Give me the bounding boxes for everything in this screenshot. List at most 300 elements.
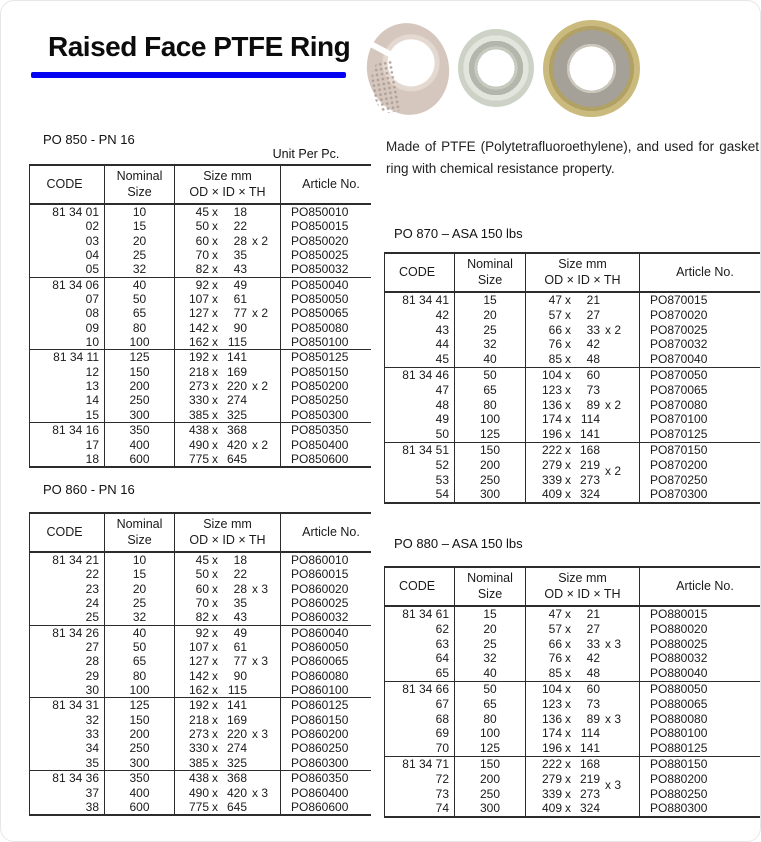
id-value: 35 (233, 248, 247, 263)
multiply-sign: x (565, 681, 571, 696)
nominal-size-cell: 65 (104, 654, 174, 668)
multiply-sign: x (212, 668, 218, 683)
size-mm-cell (174, 786, 280, 800)
nominal-size-cell: 50 (104, 292, 174, 306)
multiply-sign: x (565, 651, 571, 666)
size-mm-cell (174, 771, 280, 785)
article-no-cell: PO850015 (280, 219, 371, 233)
code-cell: 25 (85, 610, 99, 625)
header-article-no: Article No. (280, 514, 371, 551)
table-row (385, 651, 760, 666)
id-value: 89 (586, 711, 600, 726)
nominal-size-cell: 80 (104, 321, 174, 335)
table-row (385, 427, 760, 442)
nominal-size-cell: 65 (454, 697, 525, 712)
product-description: Made of PTFE (Polytetrafluoroethylene), and used for gasket ring with chemical resistance property. (386, 139, 759, 176)
size-mm-cell (525, 473, 639, 488)
multiply-sign: x (565, 367, 571, 382)
nominal-size-cell: 15 (104, 567, 174, 581)
id-value: 273 (579, 472, 600, 487)
table-label-po870: PO 870 – ASA 150 lbs (394, 226, 523, 241)
table-row (385, 443, 760, 458)
table-row (385, 741, 760, 756)
article-no-cell: PO880150 (639, 757, 760, 772)
code-cell: 09 (85, 320, 99, 335)
table-row (385, 383, 760, 398)
multiply-sign: x (212, 712, 218, 727)
size-mm-cell (525, 697, 639, 712)
od-value: 409 (541, 801, 562, 816)
table-row (30, 626, 371, 640)
multiply-sign: x (212, 219, 218, 234)
id-value: 141 (579, 427, 600, 442)
table-row-group (385, 367, 760, 442)
od-value: 60 (195, 233, 209, 248)
id-value: 28 (233, 233, 247, 248)
id-value: 115 (227, 335, 247, 350)
id-value: 49 (233, 277, 247, 292)
table-row (385, 801, 760, 816)
id-value: 42 (586, 651, 600, 666)
multiply-sign: x (212, 581, 218, 596)
code-cell: 81 34 21 (52, 553, 99, 567)
code-cell: 81 34 11 (53, 350, 99, 365)
id-value: 220 (226, 379, 247, 394)
spiral-wound-ring-photo-small (458, 29, 534, 107)
table-row-group (385, 442, 760, 502)
nominal-size-cell: 350 (104, 771, 174, 785)
multiply-sign: x (212, 625, 218, 640)
table-row (30, 262, 371, 276)
size-mm-cell (525, 787, 639, 802)
multiply-sign: x (565, 696, 571, 711)
id-value: 90 (233, 668, 247, 683)
size-mm-cell (174, 335, 280, 349)
size-mm-cell (174, 654, 280, 668)
id-value: 42 (586, 337, 600, 352)
size-mm-cell (174, 553, 280, 567)
od-value: 127 (188, 654, 209, 669)
table-row-group (30, 770, 371, 814)
table-row-group (385, 756, 760, 816)
id-value: 48 (586, 666, 600, 681)
id-value: 325 (226, 755, 247, 770)
multiply-sign: x (565, 322, 571, 337)
nominal-size-cell: 150 (104, 713, 174, 727)
article-no-cell: PO860400 (280, 786, 371, 800)
nominal-size-cell: 300 (104, 408, 174, 422)
code-cell: 67 (435, 696, 449, 711)
table-row-group (30, 553, 371, 625)
code-cell: 68 (435, 711, 449, 726)
table-row (30, 278, 371, 292)
id-value: 420 (226, 785, 247, 800)
id-value: 89 (586, 397, 600, 412)
id-value: 21 (586, 293, 600, 307)
multiply-sign: x (212, 610, 218, 625)
article-no-cell: PO860040 (280, 626, 371, 640)
table-po860 (29, 512, 371, 816)
nominal-size-cell: 15 (454, 293, 525, 308)
size-mm-cell (525, 323, 639, 338)
size-mm-cell (525, 622, 639, 637)
th-value: x 3 (605, 777, 622, 792)
od-value: 385 (188, 755, 209, 770)
article-no-cell: PO850080 (280, 321, 371, 335)
od-value: 50 (195, 567, 209, 582)
od-value: 174 (541, 726, 562, 741)
article-no-cell: PO850400 (280, 438, 371, 452)
od-value: 127 (188, 306, 209, 321)
table-row (385, 473, 760, 488)
header-nominal-size: Nominal Size (454, 568, 525, 605)
code-cell: 62 (435, 621, 449, 636)
id-value: 22 (233, 219, 247, 234)
table-row (30, 610, 371, 624)
code-cell: 42 (435, 307, 449, 322)
od-value: 192 (188, 698, 209, 713)
table-row-group (385, 293, 760, 367)
code-cell: 29 (85, 668, 99, 683)
id-value: 33 (586, 636, 600, 651)
table-row (30, 756, 371, 770)
multiply-sign: x (565, 756, 571, 771)
table-row (385, 697, 760, 712)
header-code: CODE (46, 524, 83, 539)
od-value: 279 (541, 771, 562, 786)
multiply-sign: x (565, 636, 571, 651)
id-value: 324 (579, 487, 600, 502)
size-mm-cell (174, 713, 280, 727)
code-cell: 08 (85, 306, 99, 321)
nominal-size-cell: 32 (104, 262, 174, 276)
multiply-sign: x (565, 397, 571, 412)
multiply-sign: x (212, 640, 218, 655)
article-no-cell: PO870065 (639, 383, 760, 398)
th-value: x 2 (605, 463, 622, 478)
code-cell: 73 (435, 786, 449, 801)
od-value: 174 (541, 412, 562, 427)
od-value: 136 (541, 711, 562, 726)
code-cell: 47 (435, 382, 449, 397)
id-value: 169 (226, 364, 247, 379)
spiral-wound-ring-photo-large (543, 20, 640, 117)
table-row (30, 205, 371, 219)
multiply-sign: x (565, 771, 571, 786)
nominal-size-cell: 15 (454, 607, 525, 622)
code-cell: 33 (85, 727, 99, 742)
nominal-size-cell: 100 (104, 683, 174, 697)
nominal-size-cell: 350 (104, 423, 174, 437)
table-row-group (30, 349, 371, 422)
article-no-cell: PO870020 (639, 308, 760, 323)
code-cell: 13 (85, 379, 99, 394)
table-row-group (30, 625, 371, 698)
article-no-cell: PO860150 (280, 713, 371, 727)
size-mm-cell (525, 308, 639, 323)
nominal-size-cell: 125 (454, 427, 525, 442)
code-cell: 74 (435, 801, 449, 816)
multiply-sign: x (212, 292, 218, 307)
code-cell: 28 (85, 654, 99, 669)
od-value: 775 (188, 451, 209, 466)
code-cell: 30 (85, 683, 99, 698)
id-value: 368 (226, 423, 247, 438)
nominal-size-cell: 10 (104, 205, 174, 219)
multiply-sign: x (212, 320, 218, 335)
table-row-group (385, 607, 760, 681)
od-value: 85 (548, 666, 562, 681)
article-no-cell: PO870200 (639, 458, 760, 473)
od-value: 57 (548, 307, 562, 322)
id-value: 90 (233, 320, 247, 335)
size-mm-cell (174, 262, 280, 276)
multiply-sign: x (565, 801, 571, 816)
od-value: 82 (195, 262, 209, 277)
od-value: 76 (548, 651, 562, 666)
table-row-group (385, 681, 760, 756)
article-no-cell: PO870100 (639, 412, 760, 427)
nominal-size-cell: 20 (454, 622, 525, 637)
table-row (385, 368, 760, 383)
article-no-cell: PO880020 (639, 622, 760, 637)
size-mm-cell (525, 398, 639, 413)
code-cell: 81 34 31 (52, 698, 99, 713)
size-mm-cell (174, 350, 280, 364)
od-value: 279 (541, 457, 562, 472)
article-no-cell: PO870125 (639, 427, 760, 442)
table-row (385, 398, 760, 413)
table-row (30, 727, 371, 741)
header-article-no: Article No. (280, 166, 371, 203)
size-mm-cell (174, 626, 280, 640)
article-no-cell: PO870300 (639, 487, 760, 502)
size-mm-cell (174, 234, 280, 248)
id-value: 60 (586, 367, 600, 382)
od-value: 162 (188, 335, 209, 350)
nominal-size-cell: 25 (454, 323, 525, 338)
size-mm-cell (525, 352, 639, 367)
size-mm-cell (174, 698, 280, 712)
table-row (385, 352, 760, 367)
id-value: 114 (580, 726, 600, 741)
id-value: 141 (579, 741, 600, 756)
size-mm-cell (525, 412, 639, 427)
id-value: 28 (233, 581, 247, 596)
table-row-group (30, 697, 371, 770)
od-value: 70 (195, 248, 209, 263)
table-row (385, 757, 760, 772)
multiply-sign: x (212, 233, 218, 248)
table-row (30, 452, 371, 466)
id-value: 645 (226, 451, 247, 466)
th-value: x 2 (252, 233, 269, 248)
table-row (385, 787, 760, 802)
multiply-sign: x (212, 567, 218, 582)
od-value: 339 (541, 472, 562, 487)
id-value: 73 (586, 696, 600, 711)
th-value: x 3 (605, 711, 622, 726)
table-row (30, 393, 371, 407)
multiply-sign: x (212, 755, 218, 770)
nominal-size-cell: 40 (454, 666, 525, 681)
code-cell: 18 (85, 451, 99, 466)
nominal-size-cell: 40 (454, 352, 525, 367)
size-mm-cell (525, 666, 639, 681)
article-no-cell: PO860080 (280, 669, 371, 683)
od-value: 142 (188, 668, 209, 683)
nominal-size-cell: 300 (454, 801, 525, 816)
od-value: 218 (188, 712, 209, 727)
od-value: 45 (195, 205, 209, 219)
size-mm-cell (174, 640, 280, 654)
size-mm-cell (174, 292, 280, 306)
th-value: x 3 (605, 636, 622, 651)
id-value: 273 (579, 786, 600, 801)
code-cell: 65 (435, 666, 449, 681)
nominal-size-cell: 80 (454, 398, 525, 413)
nominal-size-cell: 250 (454, 473, 525, 488)
header-nominal-size: Nominal Size (454, 254, 525, 291)
article-no-cell: PO860025 (280, 596, 371, 610)
multiply-sign: x (212, 553, 218, 567)
nominal-size-cell: 100 (104, 335, 174, 349)
nominal-size-cell: 25 (104, 248, 174, 262)
code-cell: 05 (85, 262, 99, 277)
header-size-mm: Size mm OD × ID × TH (525, 568, 639, 605)
nominal-size-cell: 32 (104, 610, 174, 624)
size-mm-cell (174, 321, 280, 335)
code-cell: 45 (435, 352, 449, 367)
article-no-cell: PO850065 (280, 306, 371, 320)
od-value: 104 (541, 681, 562, 696)
nominal-size-cell: 65 (454, 383, 525, 398)
multiply-sign: x (212, 364, 218, 379)
article-no-cell: PO880040 (639, 666, 760, 681)
size-mm-cell (525, 337, 639, 352)
article-no-cell: PO860032 (280, 610, 371, 624)
od-value: 775 (188, 799, 209, 814)
multiply-sign: x (565, 352, 571, 367)
nominal-size-cell: 10 (104, 553, 174, 567)
od-value: 60 (195, 581, 209, 596)
table-row (30, 408, 371, 422)
nominal-size-cell: 80 (104, 669, 174, 683)
article-no-cell: PO880032 (639, 651, 760, 666)
od-value: 92 (195, 625, 209, 640)
article-no-cell: PO870050 (639, 368, 760, 383)
code-cell: 03 (85, 233, 99, 248)
code-cell: 81 34 46 (402, 367, 449, 382)
article-no-cell: PO860010 (280, 553, 371, 567)
size-mm-cell (174, 278, 280, 292)
nominal-size-cell: 15 (104, 219, 174, 233)
nominal-size-cell: 50 (454, 368, 525, 383)
od-value: 104 (541, 367, 562, 382)
multiply-sign: x (565, 726, 571, 741)
multiply-sign: x (565, 337, 571, 352)
code-cell: 38 (85, 799, 99, 814)
size-mm-cell (174, 800, 280, 814)
code-cell: 10 (85, 335, 99, 350)
multiply-sign: x (565, 786, 571, 801)
nominal-size-cell: 25 (454, 637, 525, 652)
table-row (385, 771, 760, 792)
multiply-sign: x (565, 457, 571, 472)
id-value: 219 (579, 457, 600, 472)
article-no-cell: PO870032 (639, 337, 760, 352)
article-no-cell: PO880080 (639, 712, 760, 727)
th-value: x 3 (252, 785, 269, 800)
od-value: 136 (541, 397, 562, 412)
code-cell: 81 34 26 (52, 625, 99, 640)
code-cell: 81 34 06 (52, 277, 99, 292)
id-value: 35 (233, 596, 247, 611)
multiply-sign: x (565, 442, 571, 457)
id-value: 368 (226, 771, 247, 786)
od-value: 438 (188, 771, 209, 786)
od-value: 76 (548, 337, 562, 352)
code-cell: 63 (435, 636, 449, 651)
table-row-group (30, 205, 371, 277)
table-header (385, 254, 760, 293)
article-no-cell: PO870080 (639, 398, 760, 413)
nominal-size-cell: 200 (104, 379, 174, 393)
multiply-sign: x (565, 487, 571, 502)
code-cell: 72 (435, 771, 449, 786)
size-mm-cell (525, 726, 639, 741)
table-row-group (30, 277, 371, 350)
size-mm-cell (174, 452, 280, 466)
table-row (385, 726, 760, 741)
nominal-size-cell: 600 (104, 800, 174, 814)
multiply-sign: x (212, 205, 218, 219)
article-no-cell: PO850600 (280, 452, 371, 466)
multiply-sign: x (212, 799, 218, 814)
od-value: 45 (195, 553, 209, 567)
code-cell: 14 (85, 393, 99, 408)
article-no-cell: PO860125 (280, 698, 371, 712)
size-mm-cell (525, 457, 639, 478)
th-value: x 3 (252, 581, 269, 596)
code-cell: 35 (85, 755, 99, 770)
size-mm-cell (525, 682, 639, 697)
size-mm-cell (525, 607, 639, 622)
nominal-size-cell: 32 (454, 337, 525, 352)
table-row (30, 683, 371, 697)
header-article-no: Article No. (639, 568, 760, 605)
od-value: 123 (541, 696, 562, 711)
od-value: 330 (188, 393, 209, 408)
article-no-cell: PO860600 (280, 800, 371, 814)
page-title: Raised Face PTFE Ring (48, 31, 351, 62)
table-label-po860: PO 860 - PN 16 (43, 482, 135, 497)
table-row (385, 487, 760, 502)
table-header (30, 514, 371, 553)
table-row (30, 582, 371, 596)
id-value: 43 (233, 610, 247, 625)
article-no-cell: PO880300 (639, 801, 760, 816)
id-value: 168 (579, 756, 600, 771)
od-value: 273 (188, 727, 209, 742)
od-value: 218 (188, 364, 209, 379)
article-no-cell: PO850200 (280, 379, 371, 393)
id-value: 61 (233, 640, 247, 655)
size-mm-cell (174, 365, 280, 379)
ptfe-ring-texture (368, 59, 403, 115)
size-mm-cell (174, 741, 280, 755)
od-value: 490 (188, 437, 209, 452)
